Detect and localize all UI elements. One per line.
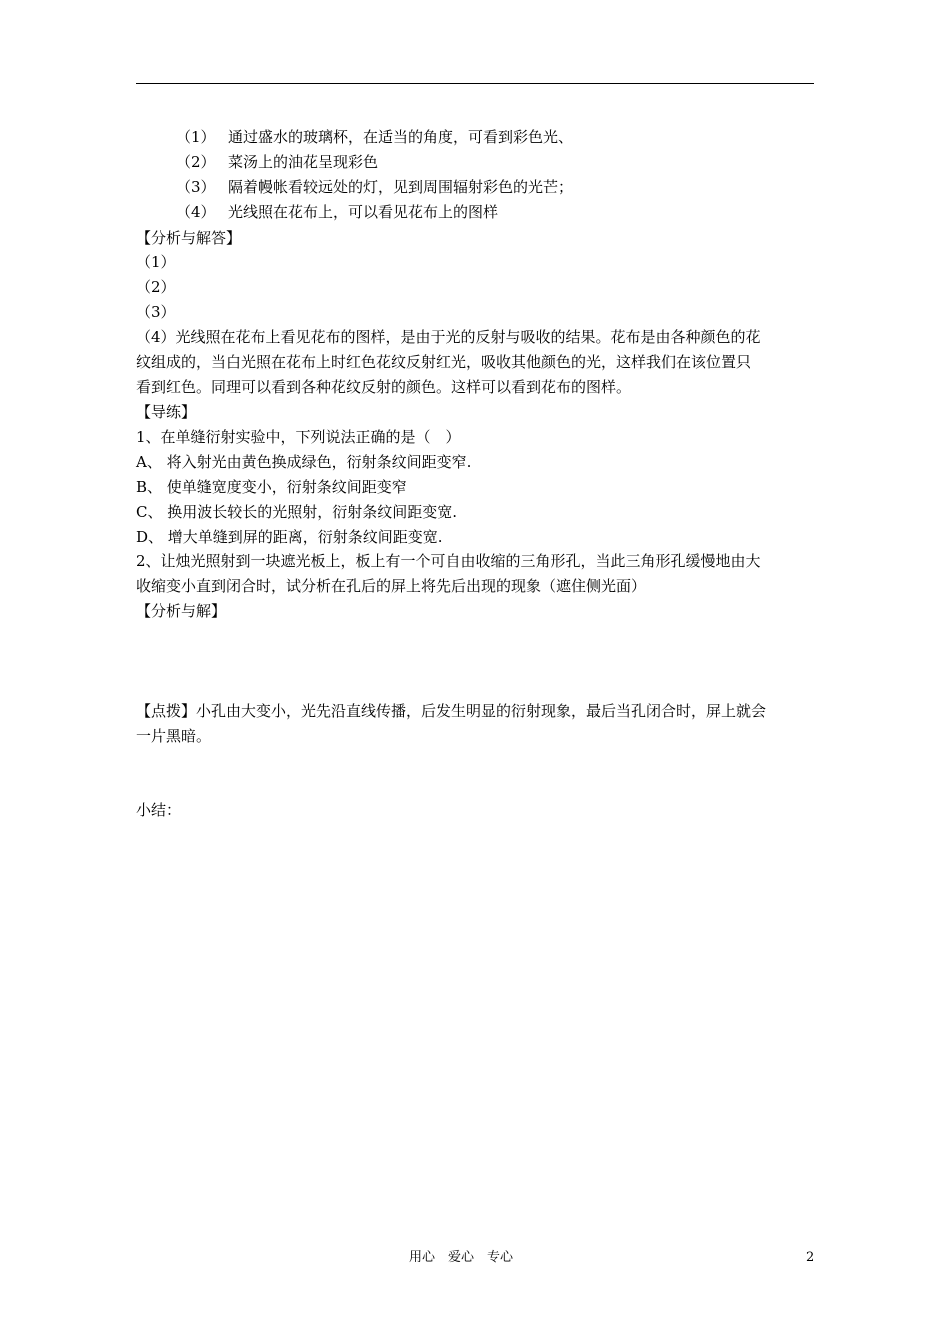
- question-1-option-d: D、 增大单缝到屏的距离，衍射条纹间距变宽.: [136, 528, 443, 546]
- analysis2-heading: 【分析与解】: [136, 602, 227, 620]
- item-number: （2）: [176, 153, 216, 171]
- answer-line: （2）: [136, 278, 176, 296]
- page-number: 2: [806, 1250, 815, 1265]
- list-item: [176, 152, 378, 172]
- item-number: （1）: [176, 128, 216, 146]
- item-text: 菜汤上的油花呈现彩色: [228, 153, 379, 171]
- question-1-option-b: B、 使单缝宽度变小，衍射条纹间距变窄: [136, 478, 407, 496]
- item-number: （4）: [176, 203, 216, 221]
- answer-line: （1）: [136, 253, 176, 271]
- analysis-heading: 【分析与解答】: [136, 229, 242, 247]
- list-item: [176, 202, 498, 222]
- tip-line: 【点拨】小孔由大变小，光先沿直线传播，后发生明显的衍射现象，最后当孔闭合时，屏上就会: [136, 702, 767, 720]
- answer-line: （3）: [136, 303, 176, 321]
- practice-heading: 【导练】: [136, 403, 197, 421]
- list-item: [176, 127, 573, 147]
- question-1-stem: 1、在单缝衍射实验中，下列说法正确的是（ ）: [136, 428, 461, 446]
- question-1-option-a: A、 将入射光由黄色换成绿色，衍射条纹间距变窄.: [136, 453, 472, 471]
- item-text: 隔着幔帐看较远处的灯，见到周围辐射彩色的光芒；: [228, 178, 574, 196]
- question-1-option-c: C、 换用波长较长的光照射，衍射条纹间距变宽.: [136, 503, 458, 521]
- tip-line: 一片黑暗。: [136, 727, 212, 745]
- item-text: 光线照在花布上，可以看见花布上的图样: [228, 203, 499, 221]
- list-item: [176, 177, 573, 197]
- answer4-line: 纹组成的，当白光照在花布上时红色花纹反射红光，吸收其他颜色的光，这样我们在该位置只: [136, 353, 752, 371]
- question-2-line: 2、让烛光照射到一块遮光板上，板上有一个可自由收缩的三角形孔，当此三角形孔缓慢地由大: [136, 552, 761, 570]
- item-text: 通过盛水的玻璃杯，在适当的角度，可看到彩色光、: [228, 128, 574, 146]
- summary-label: 小结：: [136, 801, 182, 819]
- footer-motto: 用心 爱心 专心: [409, 1250, 514, 1265]
- header-rule: [136, 83, 814, 84]
- answer4-line: （4）光线照在花布上看见花布的图样，是由于光的反射与吸收的结果。花布是由各种颜色的花: [136, 328, 761, 346]
- item-number: （3）: [176, 178, 216, 196]
- question-2-line: 收缩变小直到闭合时，试分析在孔后的屏上将先后出现的现象（遮住侧光面）: [136, 577, 647, 595]
- answer4-line: 看到红色。同理可以看到各种花纹反射的颜色。这样可以看到花布的图样。: [136, 378, 632, 396]
